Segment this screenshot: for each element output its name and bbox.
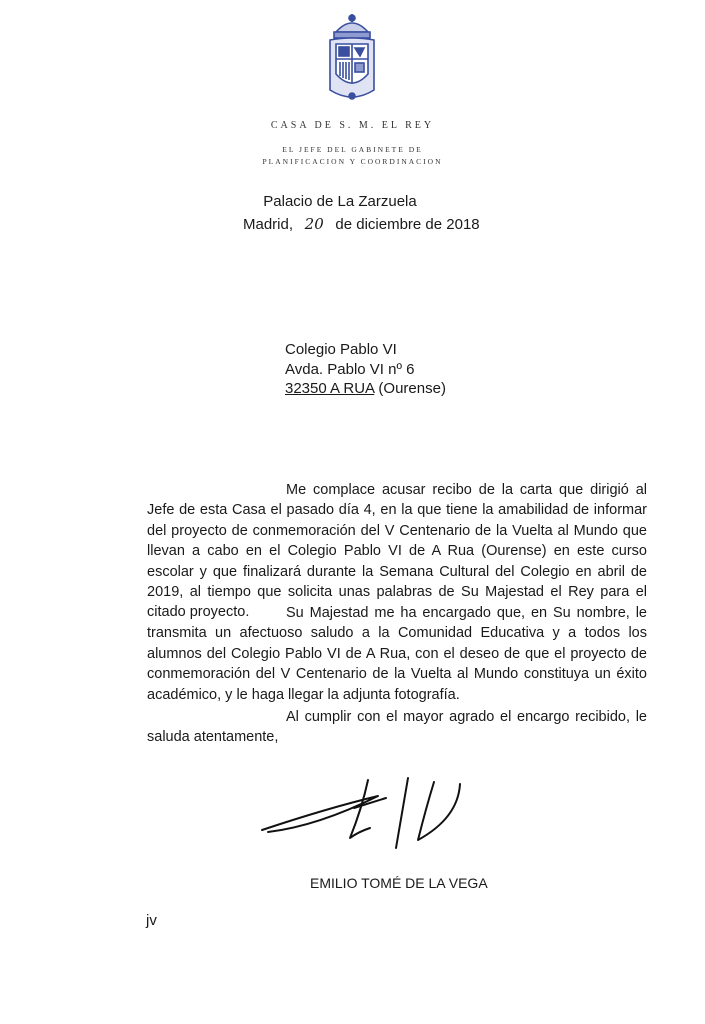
recipient-street: Avda. Pablo VI nº 6 (285, 361, 415, 378)
body-paragraph-1-text: Me complace acusar recibo de la carta que dirigió al Jefe de esta Casa el pasado día 4, en la que tiene la amabilidad de informar del proyecto de conmemoración del V Centenario de la Vuelta al Mundo que llevan a cabo en el Colegio Pablo VI de A Rua (Ourense) en este curso escolar y que finalizará durante la Semana Cultural del Colegio en abril de 2019, al tiempo que solicita unas palabras de Su Majestad el Rey para el citado proyecto. (147, 482, 647, 621)
city: Madrid, (243, 216, 294, 233)
body-paragraph-2-text: Su Majestad me ha encargado que, en Su nombre, le transmita un afectuoso saludo a la Comunidad Educativa y a todos los alumnos del Colegio Pablo VI de A Rua, con el deseo de que el proyecto de conmemoración del V Centenario de la Vuelta al Mundo constituya un éxito académico, y le haga llegar la adjunta fotografía. (147, 605, 647, 703)
recipient-name: Colegio Pablo VI (285, 341, 397, 358)
signer-name: EMILIO TOMÉ DE LA VEGA (310, 875, 488, 891)
typist-initials: jv (146, 912, 157, 929)
letterhead-subtitle-1: EL JEFE DEL GABINETE DE (282, 145, 423, 154)
palace-name: Palacio de La Zarzuela (263, 193, 417, 210)
body-paragraph-3 (147, 707, 647, 748)
letterhead-subtitle-2: PLANIFICACION Y COORDINACION (262, 157, 443, 166)
recipient-postal-city: 32350 A RUA (285, 380, 375, 397)
recipient-province: (Ourense) (374, 380, 446, 397)
handwritten-signature (258, 768, 478, 858)
recipient-city-line (285, 380, 446, 397)
body-paragraph-2 (147, 603, 647, 705)
handwritten-day: 20 (304, 215, 324, 233)
letterhead-title: CASA DE S. M. EL REY (270, 120, 435, 131)
date-line (243, 215, 480, 233)
body-paragraph-1 (147, 480, 647, 623)
date-rest: de diciembre de 2018 (335, 216, 480, 233)
body-paragraph-3-text: Al cumplir con el mayor agrado el encargo recibido, le saluda atentamente, (147, 709, 647, 746)
royal-coat-of-arms-icon (322, 12, 382, 104)
